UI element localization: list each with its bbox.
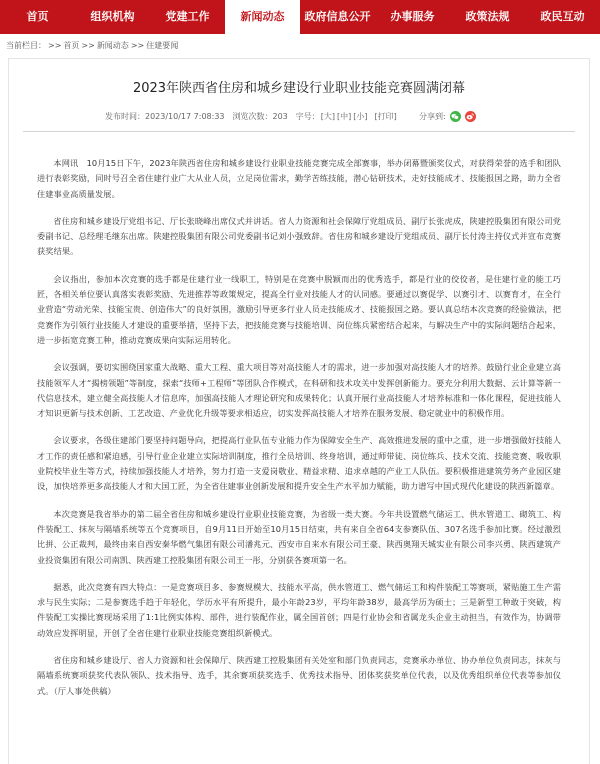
article-container xyxy=(8,58,590,764)
breadcrumb-separator: >> xyxy=(130,40,145,50)
breadcrumb-current[interactable]: 住建要闻 xyxy=(146,40,179,50)
breadcrumb-home[interactable]: 首页 xyxy=(63,40,80,50)
share-bar xyxy=(419,108,476,124)
font-size-medium-button[interactable]: [中] xyxy=(337,111,352,121)
breadcrumb-news[interactable]: 新闻动态 xyxy=(96,40,129,50)
font-size-large-button[interactable]: [大] xyxy=(320,111,336,121)
breadcrumb-separator: >> xyxy=(81,40,95,50)
font-size-small-button[interactable]: [小] xyxy=(353,111,368,121)
breadcrumb xyxy=(0,34,600,56)
article-paragraph: 省住房和城乡建设厅党组书记、厅长张晓峰出席仪式并讲话。省人力资源和社会保障厅党组成员、副厅长张虎成，陕建控股集团有限公司党委副书记、总经理毛继东出席。陕建控股集团有限公司党委副书记刘小强致辞。省住房和城乡建设厅党组成员、副厅长付涛主持仪式并宣布竞赛获奖结果。 xyxy=(37,215,561,257)
breadcrumb-label: 当前栏目： xyxy=(6,40,46,50)
nav-item-party-building[interactable]: 党建工作 xyxy=(165,10,210,23)
article-body xyxy=(9,132,589,699)
font-size-label: 字号： xyxy=(295,111,320,121)
nav-item-services[interactable]: 办事服务 xyxy=(390,10,435,23)
page-title: 2023年陕西省住房和城乡建设行业职业技能竞赛圆满闭幕 xyxy=(132,81,466,96)
nav-item-organization[interactable]: 组织机构 xyxy=(90,10,135,23)
nav-item-home[interactable]: 首页 xyxy=(26,10,49,23)
views-count: 203 xyxy=(272,111,288,121)
share-label: 分享到: xyxy=(419,111,446,121)
article-paragraph: 据悉，此次竞赛有四大特点：一是竞赛项目多、参赛规模大、技能水平高，供水管道工、燃气储运工和构件装配工等赛项，紧贴施工生产需求与民生实际；二是参赛选手趋于年轻化，学历水平有所提升，最小年龄23岁，平均年龄38岁，最高学历为硕士；三是新型工种敢于突破，构件装配工实操比赛现场采用了1:1比例实体构、部件，进行装配作业，属全国首创；四是行业协会和省属龙头企业主动担当，有效作为，协调带动效应发挥明显，开创了全省住建行业职业技能竞赛组织新模式。 xyxy=(37,581,561,638)
article-paragraph: 本网讯 10月15日下午，2023年陕西省住房和城乡建设行业职业技能竞赛完成全部赛事，举办闭幕暨颁奖仪式，对获得荣誉的选手和团队进行表彰奖励，同时号召全省住建行业广大从业人员，立足岗位需求，勤学苦练技能，潜心钻研技术，走好技能成才、技能报国之路，助力全省住建事业高质量发展。 xyxy=(37,158,561,199)
nav-item-interaction[interactable]: 政民互动 xyxy=(540,10,585,23)
wechat-icon[interactable] xyxy=(450,111,461,122)
article-paragraph: 省住房和城乡建设厅、省人力资源和社会保障厅、陕西建工控股集团有关处室和部门负责同志，竞赛承办单位、协办单位负责同志，抹灰与隔墙系统赛项获奖代表队领队、技术指导、选手，其余赛项获奖选手、优秀技术指导、团体奖获奖单位代表，以及优秀组织单位代表等参加仪式。（厅人事处供稿） xyxy=(37,655,561,696)
publish-time-label: 发布时间： xyxy=(105,111,145,121)
breadcrumb-separator: >> xyxy=(48,40,62,50)
article-meta xyxy=(9,108,589,124)
nav-item-gov-info[interactable]: 政府信息公开 xyxy=(304,10,371,23)
nav-item-news[interactable]: 新闻动态 xyxy=(225,0,300,34)
article-paragraph: 会议强调，要切实围绕国家重大战略、重大工程、重大项目等对高技能人才的需求，进一步加强对高技能人才的培养。鼓励行业企业建立高技能领军人才“揭榜领题”等制度，探索“技师+工程师”等团队合作模式，在科研和技术攻关中发挥创新能力。要充分利用大数据、云计算等新一代信息技术，建立健全高技能人才信息库，加强高技能人才理论研究和成果转化；认真开展行业高技能人才培养标准和一体化课程，促进技能人才知识更新与技术创新、工艺改造、产业优化升级等要求相适应，切实发挥高技能人才培养在服务发展、稳定就业中的积极作用。 xyxy=(37,362,561,419)
print-button[interactable]: [打印] xyxy=(374,111,397,121)
publish-time: 2023/10/17 7:08:33 xyxy=(145,111,225,121)
article-paragraph: 本次竞赛是我省举办的第二届全省住房和城乡建设行业职业技能竞赛，为省级一类大赛。今年共设置燃气储运工、供水管道工、砌筑工、构件装配工、抹灰与隔墙系统等五个竞赛项目，自9月11日开始至10月15日结束，共有来自全省64支参赛队伍、307名选手参加比赛。经过激烈比拼、公正裁判，最终由来自西安秦华燃气集团有限公司潘兆元、西安市自来水有限公司王豪、陕西奥翔天城实业有限公司李兴勇、陕西建筑产业投资集团有限公司南凯、陕西建工控股集团有限公司王一彤，分别获各赛项第一名。 xyxy=(37,508,561,565)
nav-item-policies[interactable]: 政策法规 xyxy=(465,10,510,23)
main-nav xyxy=(0,0,600,34)
article-paragraph: 会议指出，参加本次竞赛的选手都是住建行业一线职工，特别是在竞赛中脱颖而出的优秀选手，都是行业的佼佼者，是住建行业的能工巧匠，各相关单位要认真落实表彰奖励、先进推荐等政策规定，提高全行业对技能人才的认同感。要通过以赛促学、以赛引才、以赛育才，在全行业营造“劳动光荣、技能宝贵、创造伟大”的良好氛围，激励引导更多行业人员走技能成才、技能报国之路。要认真总结本次竞赛的经验做法，把竞赛作为引领行业技能人才建设的重要举措，坚持下去，把技能竞赛与技能培训、岗位练兵紧密结合起来，与解决生产中的实际问题结合起来，进一步拓宽竞赛工种，推动竞赛成果向实际运用转化。 xyxy=(37,273,561,345)
weibo-icon[interactable] xyxy=(465,111,476,122)
article-paragraph: 会议要求，各级住建部门要坚持问题导向，把提高行业队伍专业能力作为保障安全生产、高效推进发展的重中之重，进一步增强做好技能人才工作的责任感和紧迫感，引导行业企业建立实际培训制度，推行全员培训、终身培训，通过师带徒、岗位练兵、技术交流、技能竞赛、吸收职业院校毕业生等方式，持续加强技能人才培养，努力打造一支爱岗敬业、精益求精、追求卓越的产业工人队伍。要积极推进建筑劳务产业园区建设，加快培养更多高技能人才和大国工匠，为全省住建事业创新发展和提升安全生产水平加力赋能，助力谱写中国式现代化建设的陕西新篇章。 xyxy=(37,435,561,492)
views-label: 浏览次数： xyxy=(232,111,273,121)
